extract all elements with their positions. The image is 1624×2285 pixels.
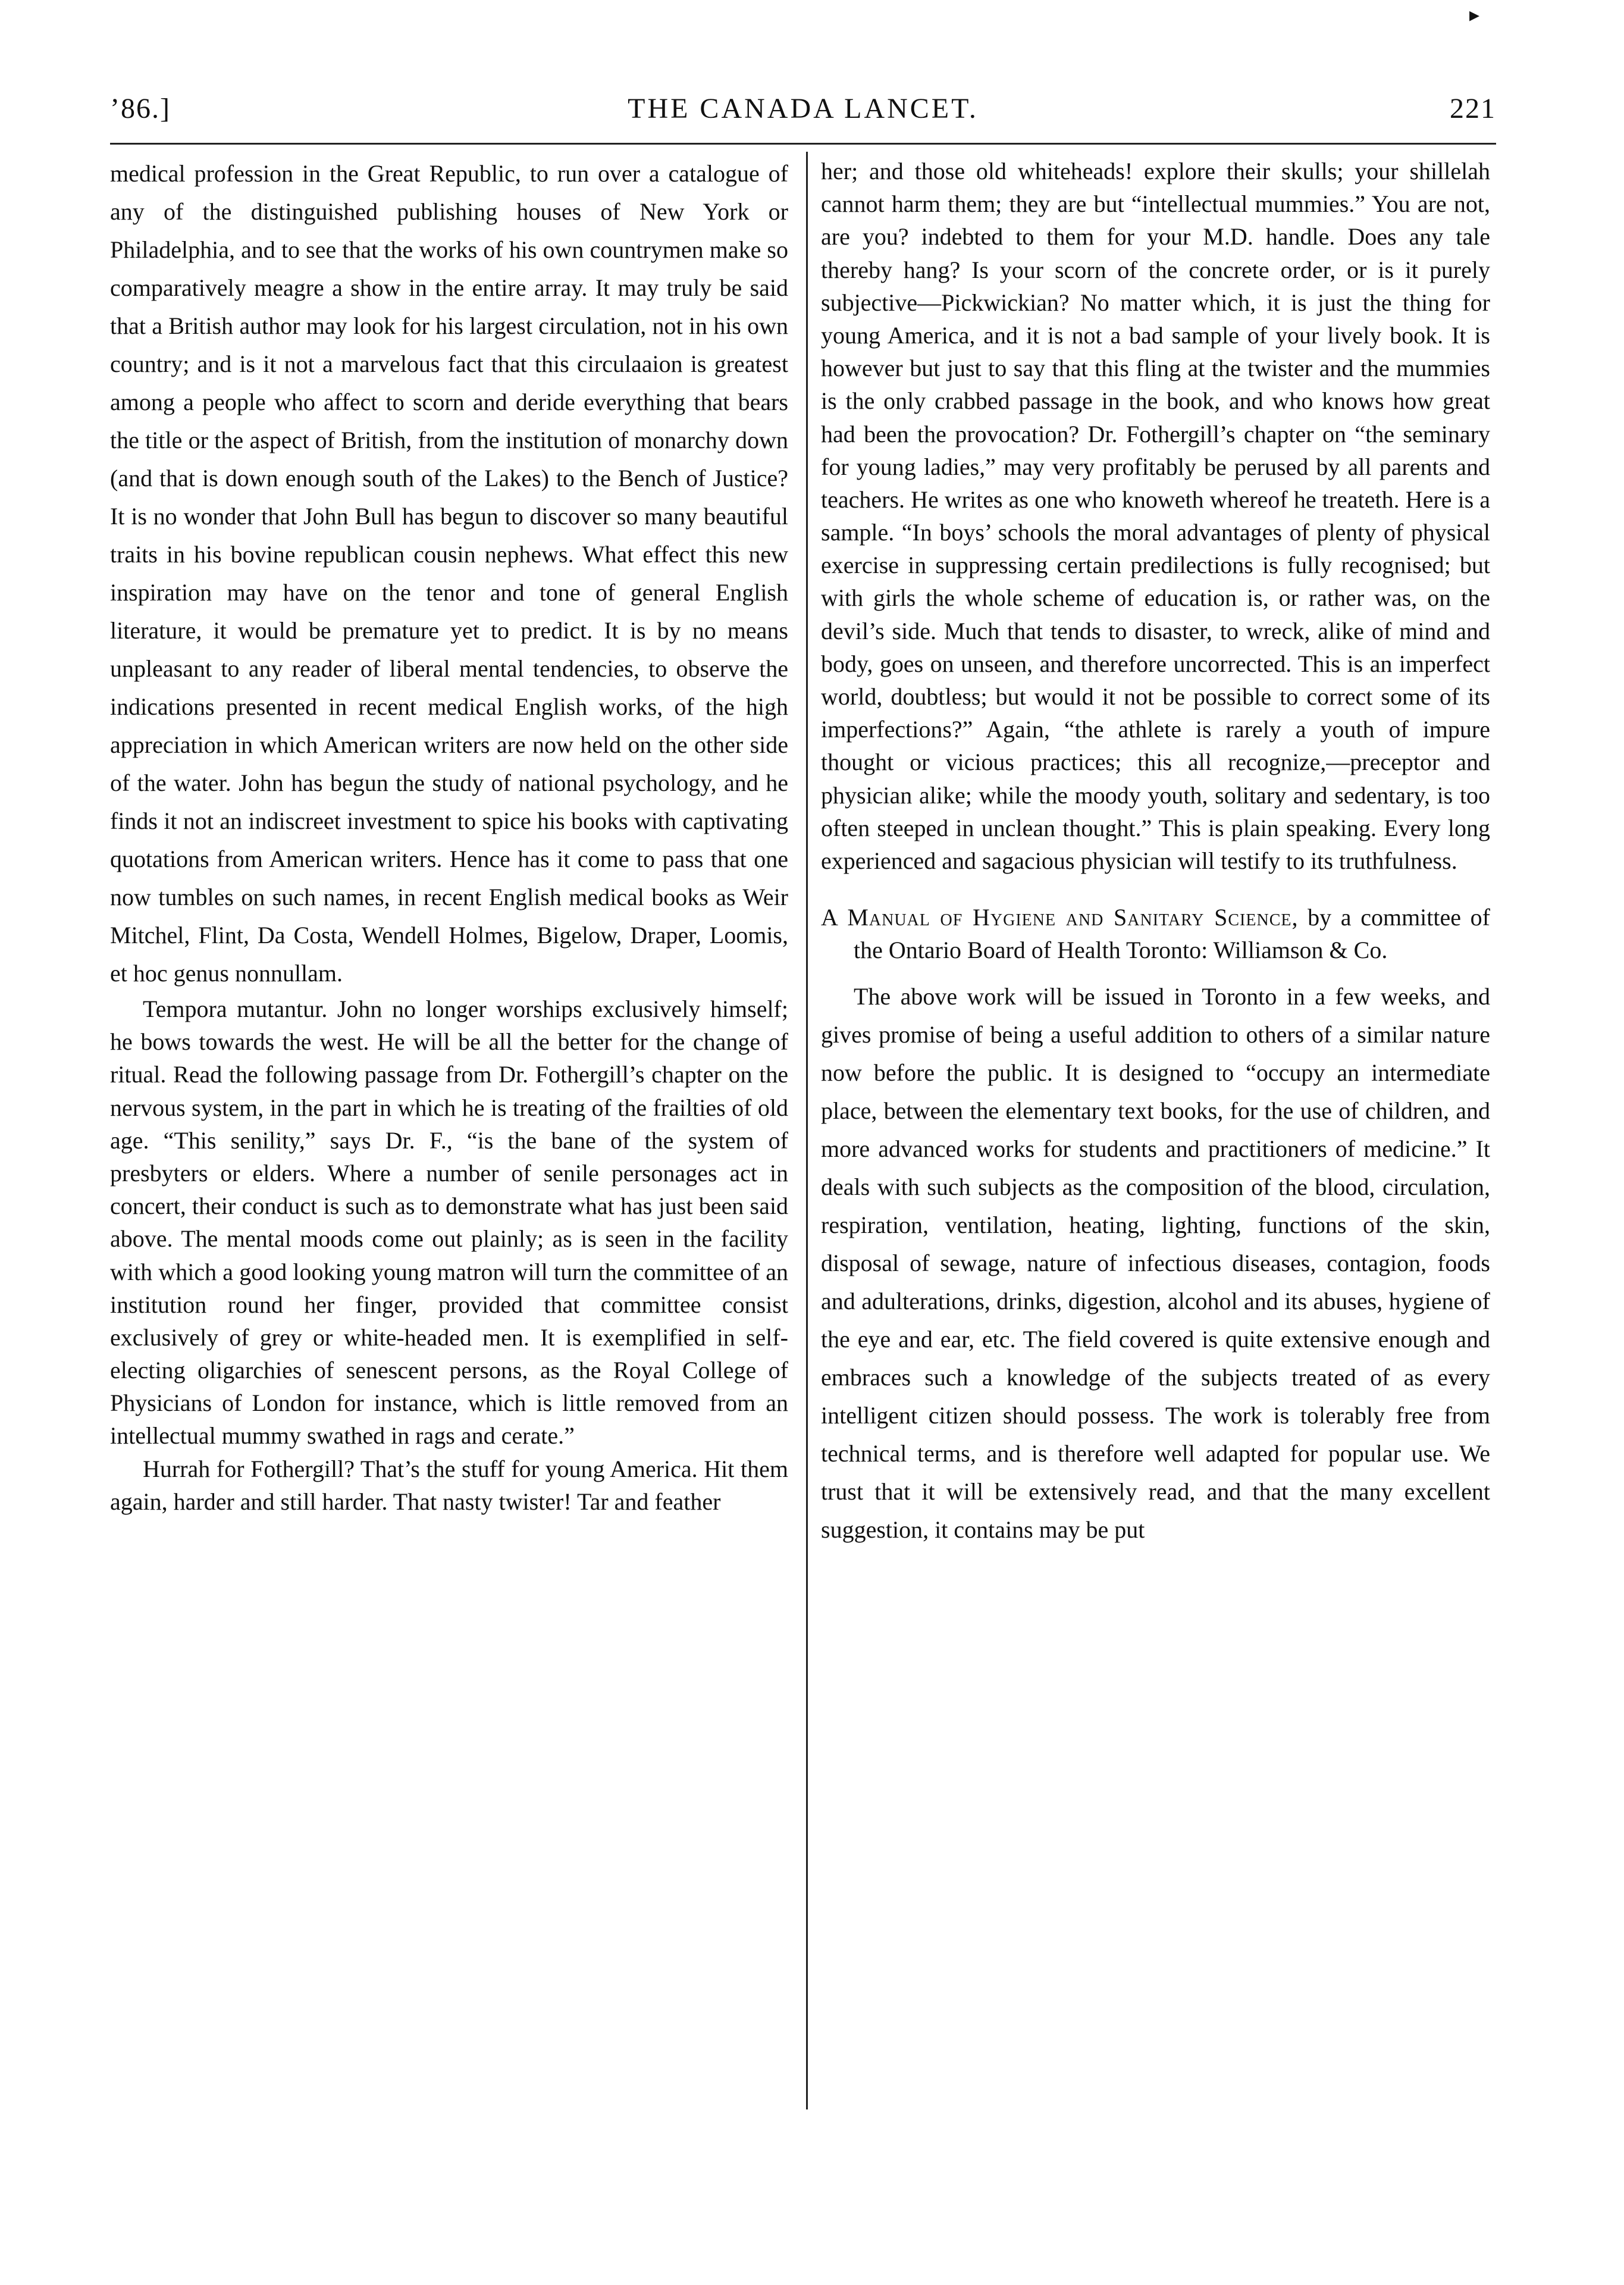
issue-year: ’86.] bbox=[110, 93, 171, 124]
running-header bbox=[110, 92, 1496, 134]
book-title: A Manual of Hygiene and Sanitary Science, bbox=[821, 904, 1299, 931]
right-paragraph-1: her; and those old whiteheads! explore their skulls; your shillelah cannot harm them; they are but “intellectual mummies.” You are not, are you? indebted to them for your M.D. handle. Does any tale thereby hang? Is your scorn of the concrete order, or is it purely subjective—Pickwickian? No matter which, it is just the thing for young America, and it is not a bad sample of your lively book. It is however but just to say that this fling at the twister and the mummies is the only crabbed passage in the book, and who knows how great had been the provocation? Dr. Fothergill’s chapter on “the seminary for young ladies,” may very profitably be perused by all parents and teachers. He writes as one who knoweth whereof he treateth. Here is a sample. “In boys’ schools the moral advantages of plenty of physical exercise in suppressing certain predilections is fully recognised; but with girls the whole scheme of education is, or rather was, on the devil’s side. Much that tends to disaster, to wreck, alike of mind and body, goes on unseen, and therefore uncorrected. This is an imperfect world, doubtless; but would it not be possible to correct some of its imperfections?” Again, “the athlete is rarely a youth of impure thought or vicious practices; this all recognize,—preceptor and physician alike; while the moody youth, solitary and sedentary, is too often steeped in unclean thought.” This is plain speaking. Every long experienced and sagacious physician will testify to its truthfulness. bbox=[821, 158, 1490, 874]
page-number: 221 bbox=[1450, 93, 1496, 124]
journal-title: THE CANADA LANCET. bbox=[628, 93, 979, 124]
header-rule bbox=[110, 143, 1496, 145]
left-paragraph-3: Hurrah for Fothergill? That’s the stuff for young America. Hit them again, harder and still harder. That nasty twister! Tar and feather bbox=[110, 1455, 788, 1515]
column-divider bbox=[806, 152, 808, 2109]
book-publisher: by a committee of the Ontario Board of Health Toronto: Williamson & Co. bbox=[854, 904, 1490, 964]
left-paragraph-1: medical profession in the Great Republic, to run over a catalogue of any of the distinguished publishing houses of New York or Philadelphia, and to see that the works of his own countrymen make so comparatively meagre a show in the entire array. It may truly be said that a British author may look for his largest circulation, not in his own country; and is it not a marvelous fact that this circulaaion is greatest among a people who affect to scorn and deride everything that bears the title or the aspect of British, from the institution of monarchy down (and that is down enough south of the Lakes) to the Bench of Justice? It is no wonder that John Bull has begun to discover so many beautiful traits in his bovine republican cousin nephews. What effect this new inspiration may have on the tenor and tone of general English literature, it would be premature yet to predict. It is by no means unpleasant to any reader of liberal mental tendencies, to observe the indications presented in recent medical English works, of the high appreciation in which American writers are now held on the other side of the water. John has begun the study of national psychology, and he finds it not an indiscreet investment to spice his books with captivating quotations from American writers. Hence has it come to pass that one now tumbles on such names, in recent English medical books as Weir Mitchel, Flint, Da Costa, Wendell Holmes, Bigelow, Draper, Loomis, et hoc genus nonnullam. bbox=[110, 160, 788, 987]
corner-mark: ▸ bbox=[1469, 3, 1480, 27]
book-notice-heading bbox=[821, 901, 1490, 966]
left-column bbox=[110, 155, 788, 1518]
left-paragraph-2: Tempora mutantur. John no longer worships exclusively himself; he bows towards the west. He will be all the better for the change of ritual. Read the following passage from Dr. Fothergill’s chapter on the nervous system, in the part in which he is treating of the frailties of old age. “This senility,” says Dr. F., “is the bane of the system of presbyters or elders. Where a number of senile personages act in concert, their conduct is such as to demonstrate what has just been said above. The mental moods come out plainly; as is seen in the facility with which a good looking young matron will turn the committee of an institution round her finger, provided that committee consist exclusively of grey or white-headed men. It is exemplified in self-electing oligarchies of senescent persons, as the Royal College of Physicians of London for instance, which is little removed from an intellectual mummy swathed in rags and cerate.” bbox=[110, 996, 788, 1450]
right-column bbox=[821, 155, 1490, 1549]
right-paragraph-2: The above work will be issued in Toronto in a few weeks, and gives promise of being a useful addition to others of a similar nature now before the public. It is designed to “occupy an intermediate place, between the elementary text books, for the use of children, and more advanced works for students and practitioners of medicine.” It deals with such subjects as the composition of the blood, circulation, respiration, ventilation, heating, lighting, functions of the skin, disposal of sewage, nature of infectious diseases, contagion, foods and adulterations, drinks, digestion, alcohol and its abuses, hygiene of the eye and ear, etc. The field covered is quite extensive enough and embraces such a knowledge of the subjects treated of as every intelligent citizen should possess. The work is tolerably free from technical terms, and is therefore well adapted for popular use. We trust that it will be extensively read, and that the many excellent suggestion, it contains may be put bbox=[821, 982, 1490, 1543]
